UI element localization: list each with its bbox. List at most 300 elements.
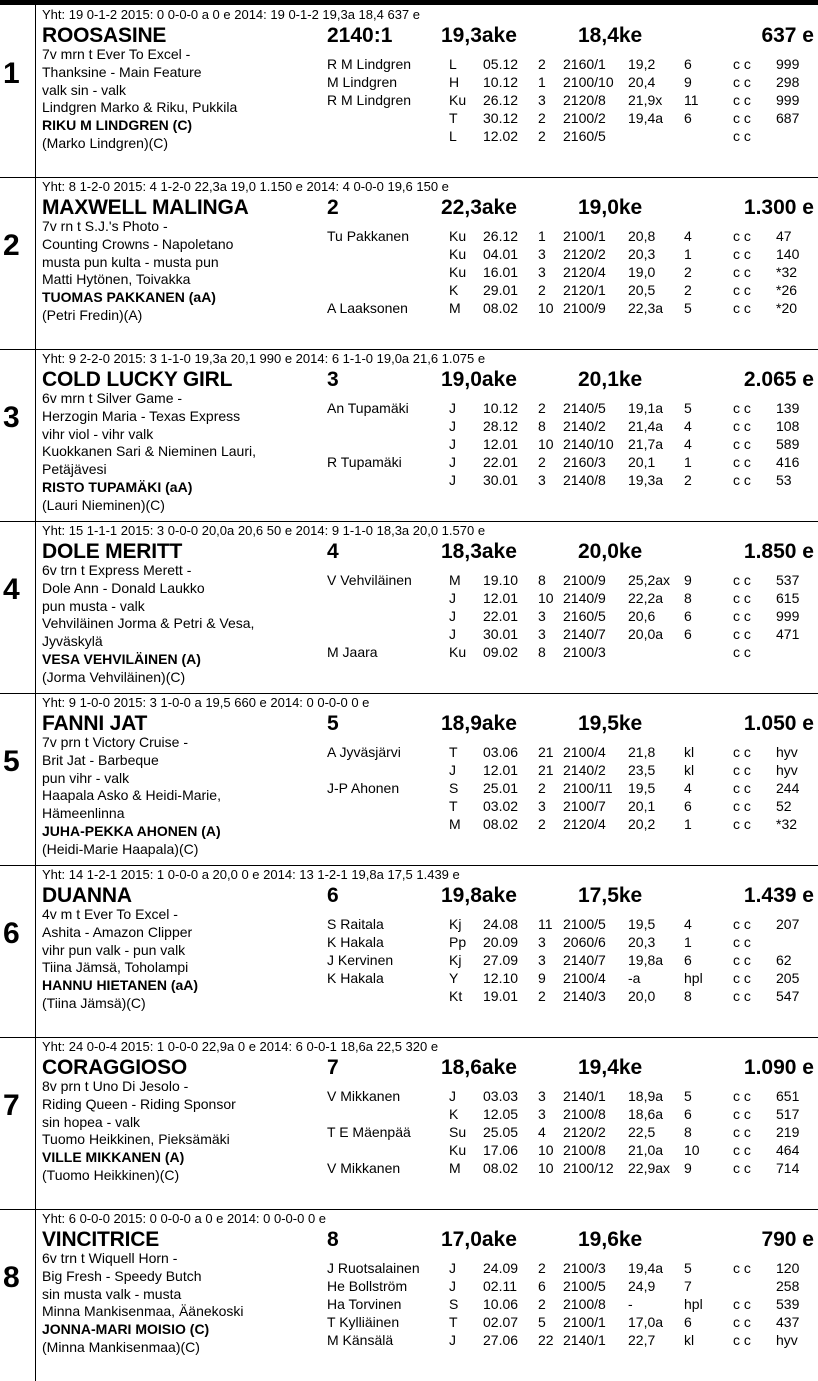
record-volt-start: 20,1ke (578, 368, 643, 391)
race-number: 10 (538, 1142, 554, 1158)
odds-value: 258 (776, 1278, 800, 1294)
km-time: -a (628, 970, 641, 986)
prize-money: 637 e (761, 24, 814, 47)
horse-name: ROOSASINE (42, 24, 167, 47)
shoe-code: c c (733, 816, 751, 832)
track-code: J (449, 608, 456, 624)
distance-track: 2100/1 (563, 1314, 606, 1330)
horse-info-line: 6v trn t Express Merett - (42, 562, 192, 578)
track-code: J (449, 1088, 456, 1104)
driver-name: V Vehviläinen (327, 572, 412, 588)
entry-divider (0, 693, 818, 694)
finish-position: hpl (684, 1296, 703, 1312)
race-date: 10.06 (483, 1296, 519, 1312)
horse-name: MAXWELL MALINGA (42, 196, 249, 219)
race-number: 2 (538, 56, 546, 72)
horse-info-line: 7v prn t Victory Cruise - (42, 734, 189, 750)
race-date: 25.01 (483, 780, 519, 796)
distance-track: 2120/1 (563, 282, 606, 298)
shoe-code: c c (733, 1160, 751, 1176)
start-row (0, 969, 818, 987)
shoe-code: c c (733, 762, 751, 778)
horse-info-line: Jyväskylä (42, 633, 103, 650)
odds-value: 244 (776, 780, 800, 796)
horse-info-line: vihr viol - vihr valk (42, 425, 154, 442)
odds-value: 139 (776, 400, 800, 416)
shoe-code: c c (733, 472, 751, 488)
start-row (0, 417, 818, 435)
finish-position: 4 (684, 780, 692, 796)
start-row (0, 399, 818, 417)
track-code: J (449, 454, 456, 470)
km-time: 23,5 (628, 762, 656, 778)
driver-name: S Raitala (327, 916, 384, 932)
race-number: 10 (538, 1160, 554, 1176)
finish-position: 4 (684, 916, 692, 932)
shoe-code: c c (733, 282, 751, 298)
race-date: 30.12 (483, 110, 519, 126)
start-row (0, 245, 818, 263)
track-code: Ku (449, 264, 467, 280)
driver-name: R M Lindgren (327, 92, 412, 108)
track-code: S (449, 1296, 459, 1312)
career-stats: Yht: 15 1-1-1 2015: 3 0-0-0 20,0a 20,6 50 e 2014: 9 1-1-0 18,3a 20,0 1.570 e (42, 523, 486, 538)
race-date: 12.02 (483, 128, 519, 144)
race-number: 2 (538, 780, 546, 796)
km-time: 19,5 (628, 780, 656, 796)
prize-money: 1.439 e (743, 884, 814, 907)
odds-value: 539 (776, 1296, 800, 1312)
distance-track: 2120/2 (563, 246, 606, 262)
record-auto-start: 18,3ake (441, 540, 517, 563)
distance-track: 2140/10 (563, 436, 614, 452)
km-time: 19,4a (628, 110, 664, 126)
finish-position: 8 (684, 988, 692, 1004)
odds-value: 416 (776, 454, 800, 470)
race-date: 04.01 (483, 246, 519, 262)
race-date: 08.02 (483, 816, 519, 832)
horse-info-line: sin musta valk - musta (42, 1285, 182, 1302)
race-date: 12.10 (483, 970, 519, 986)
start-row (0, 1159, 818, 1177)
odds-value: 52 (776, 798, 792, 814)
finish-position: 6 (684, 110, 692, 126)
track-code: M (449, 300, 461, 316)
horse-info-line: vihr pun valk - pun valk (42, 941, 186, 958)
odds-value: 437 (776, 1314, 800, 1330)
prize-money: 790 e (761, 1228, 814, 1251)
odds-value: 589 (776, 436, 800, 452)
odds-value: *32 (776, 816, 798, 832)
record-auto-start: 17,0ake (441, 1228, 517, 1251)
start-row (0, 761, 818, 779)
distance-track: 2100/1 (563, 228, 606, 244)
shoe-code: c c (733, 916, 751, 932)
horse-info-line: Kuokkanen Sari & Nieminen Lauri, (42, 443, 257, 460)
horse-info-line: Haapala Asko & Heidi-Marie, (42, 787, 221, 804)
km-time: 19,5 (628, 916, 656, 932)
distance-track-number: 6 (327, 884, 339, 907)
distance-track: 2100/10 (563, 74, 614, 90)
finish-position: 9 (684, 74, 692, 90)
distance-track: 2140/2 (563, 418, 606, 434)
horse-entry (0, 1037, 818, 1209)
shoe-code: c c (733, 110, 751, 126)
race-date: 24.08 (483, 916, 519, 932)
horse-info-line: Tuomo Heikkinen, Pieksämäki (42, 1131, 230, 1148)
km-time: 24,9 (628, 1278, 656, 1294)
race-date: 27.06 (483, 1332, 519, 1348)
km-time: 18,6a (628, 1106, 664, 1122)
shoe-code: c c (733, 228, 751, 244)
race-date: 08.02 (483, 1160, 519, 1176)
horse-info-line: Tiina Jämsä, Toholampi (42, 959, 189, 976)
shoe-code: c c (733, 934, 751, 950)
driver-name: R M Lindgren (327, 56, 412, 72)
race-number: 3 (538, 1106, 546, 1122)
distance-track: 2140/8 (563, 472, 606, 488)
driver-line: VILLE MIKKANEN (A) (42, 1149, 185, 1166)
track-code: M (449, 1160, 461, 1176)
distance-track: 2160/1 (563, 56, 606, 72)
finish-position: 2 (684, 282, 692, 298)
record-auto-start: 22,3ake (441, 196, 517, 219)
start-row (0, 1105, 818, 1123)
driver-name: T E Mäenpää (327, 1124, 411, 1140)
race-number: 10 (538, 436, 554, 452)
track-code: J (449, 1332, 456, 1348)
track-code: Kj (449, 916, 462, 932)
distance-track: 2100/11 (563, 780, 613, 796)
distance-track: 2140/5 (563, 400, 606, 416)
finish-position: 4 (684, 436, 692, 452)
driver-name: K Hakala (327, 970, 384, 986)
km-time: 22,9ax (628, 1160, 671, 1176)
track-code: T (449, 744, 458, 760)
shoe-code: c c (733, 92, 751, 108)
start-row (0, 643, 818, 661)
track-code: Ku (449, 1142, 467, 1158)
driver-name: M Känsälä (327, 1332, 394, 1348)
race-date: 12.05 (483, 1106, 519, 1122)
distance-track: 2140/1 (563, 1088, 606, 1104)
race-number: 21 (538, 744, 554, 760)
record-volt-start: 18,4ke (578, 24, 643, 47)
km-time: 20,1 (628, 798, 656, 814)
km-time: 22,3a (628, 300, 664, 316)
shoe-code: c c (733, 400, 751, 416)
race-date: 27.09 (483, 952, 519, 968)
distance-track: 2100/4 (563, 970, 606, 986)
race-date: 25.05 (483, 1124, 519, 1140)
race-number: 11 (538, 916, 553, 932)
track-code: J (449, 1278, 456, 1294)
odds-value: 219 (776, 1124, 800, 1140)
horse-info-line: pun musta - valk (42, 597, 145, 614)
shoe-code: c c (733, 798, 751, 814)
track-code: L (449, 128, 457, 144)
odds-value: 53 (776, 472, 792, 488)
distance-track: 2120/4 (563, 816, 606, 832)
shoe-code: c c (733, 644, 751, 660)
distance-track: 2100/4 (563, 744, 606, 760)
finish-position: 7 (684, 1278, 692, 1294)
distance-track-number: 3 (327, 368, 339, 391)
entry-divider (0, 349, 818, 350)
horse-info-line: Lindgren Marko & Riku, Pukkila (42, 99, 238, 116)
distance-track: 2140/7 (563, 626, 606, 642)
record-volt-start: 19,0ke (578, 196, 643, 219)
start-row (0, 1313, 818, 1331)
odds-value: 120 (776, 1260, 800, 1276)
shoe-code: c c (733, 300, 751, 316)
km-time: 21,7a (628, 436, 664, 452)
start-row (0, 1141, 818, 1159)
horse-entry (0, 521, 818, 693)
race-number: 2 (538, 1260, 546, 1276)
track-code: L (449, 56, 457, 72)
race-number: 3 (538, 798, 546, 814)
race-number: 3 (538, 952, 546, 968)
distance-track: 2140/2 (563, 762, 606, 778)
horse-name: COLD LUCKY GIRL (42, 368, 233, 391)
odds-value: hyv (776, 1332, 798, 1348)
track-code: Ku (449, 246, 467, 262)
finish-position: 5 (684, 1088, 692, 1104)
race-date: 03.06 (483, 744, 519, 760)
finish-position: 9 (684, 1160, 692, 1176)
track-code: Su (449, 1124, 467, 1140)
finish-position: 8 (684, 1124, 692, 1140)
horse-info-line: (Petri Fredin)(A) (42, 307, 143, 323)
driver-line: VESA VEHVILÄINEN (A) (42, 651, 201, 667)
km-time: 21,0a (628, 1142, 664, 1158)
shoe-code: c c (733, 1124, 751, 1140)
distance-track: 2100/5 (563, 916, 606, 932)
km-time: 19,1a (628, 400, 664, 416)
start-number: 5 (3, 745, 20, 778)
record-auto-start: 19,8ake (441, 884, 517, 907)
horse-info-line: pun vihr - valk (42, 769, 130, 786)
track-code: K (449, 1106, 459, 1122)
race-number: 2 (538, 110, 546, 126)
finish-position: 5 (684, 1260, 692, 1276)
shoe-code: c c (733, 264, 751, 280)
start-row (0, 127, 818, 145)
race-date: 08.02 (483, 300, 519, 316)
distance-track: 2160/5 (563, 128, 606, 144)
race-date: 24.09 (483, 1260, 519, 1276)
odds-value: 999 (776, 56, 800, 72)
career-stats: Yht: 24 0-0-4 2015: 1 0-0-0 22,9a 0 e 2014: 6 0-0-1 18,6a 22,5 320 e (42, 1039, 439, 1054)
horse-name: FANNI JAT (42, 712, 148, 735)
distance-track-number: 5 (327, 712, 339, 735)
horse-info-line: sin hopea - valk (42, 1113, 141, 1130)
start-row (0, 1087, 818, 1105)
finish-position: 1 (684, 246, 692, 262)
horse-info-line: Petäjävesi (42, 461, 107, 478)
shoe-code: c c (733, 1296, 751, 1312)
shoe-code: c c (733, 1088, 751, 1104)
race-number: 2 (538, 454, 546, 470)
race-date: 19.10 (483, 572, 519, 588)
race-date: 26.12 (483, 228, 519, 244)
shoe-code: c c (733, 128, 751, 144)
record-volt-start: 19,5ke (578, 712, 643, 735)
track-code: J (449, 626, 456, 642)
entry-divider (0, 1209, 818, 1210)
race-number: 10 (538, 590, 554, 606)
prize-money: 1.090 e (743, 1056, 814, 1079)
prize-money: 1.850 e (743, 540, 814, 563)
distance-track-number: 2 (327, 196, 339, 219)
start-row (0, 915, 818, 933)
race-number: 2 (538, 816, 546, 832)
finish-position: 6 (684, 626, 692, 642)
shoe-code: c c (733, 56, 751, 72)
driver-line: TUOMAS PAKKANEN (aA) (42, 289, 216, 306)
finish-position: 6 (684, 56, 692, 72)
km-time: 21,8 (628, 744, 656, 760)
track-code: J (449, 418, 456, 434)
race-date: 17.06 (483, 1142, 519, 1158)
race-number: 8 (538, 644, 546, 660)
distance-track: 2140/9 (563, 590, 606, 606)
shoe-code: c c (733, 1332, 751, 1348)
shoe-code: c c (733, 988, 751, 1004)
odds-value: 140 (776, 246, 800, 262)
horse-info-line: Thanksine - Main Feature (42, 63, 202, 80)
finish-position: kl (684, 1332, 695, 1348)
distance-track: 2100/9 (563, 300, 606, 316)
start-number: 7 (3, 1089, 20, 1122)
finish-position: 6 (684, 798, 692, 814)
horse-name: DOLE MERITT (42, 540, 183, 563)
record-auto-start: 18,9ake (441, 712, 517, 735)
odds-value: 547 (776, 988, 800, 1004)
start-row (0, 779, 818, 797)
horse-entry (0, 865, 818, 1037)
record-volt-start: 19,4ke (578, 1056, 643, 1079)
race-date: 22.01 (483, 608, 519, 624)
horse-info-line: (Jorma Vehviläinen)(C) (42, 668, 186, 685)
km-time: 20,6 (628, 608, 656, 624)
start-row (0, 571, 818, 589)
km-time: - (628, 1296, 633, 1312)
race-number: 3 (538, 626, 546, 642)
horse-info-line: valk sin - valk (42, 81, 127, 98)
shoe-code: c c (733, 418, 751, 434)
race-number: 2 (538, 282, 546, 298)
odds-value: 537 (776, 572, 800, 588)
distance-track: 2100/9 (563, 572, 606, 588)
driver-name: V Mikkanen (327, 1160, 401, 1176)
distance-track: 2060/6 (563, 934, 606, 950)
track-code: J (449, 400, 456, 416)
race-number: 3 (538, 934, 546, 950)
horse-info-line: 7v mrn t Ever To Excel - (42, 46, 191, 62)
finish-position: 6 (684, 1106, 692, 1122)
km-time: 22,2a (628, 590, 664, 606)
odds-value: 651 (776, 1088, 800, 1104)
race-date: 12.01 (483, 590, 519, 606)
horse-info-line: 6v trn t Wiquell Horn - (42, 1250, 178, 1266)
horse-info-line: (Tuomo Heikkinen)(C) (42, 1167, 180, 1183)
odds-value: 471 (776, 626, 800, 642)
track-code: Kj (449, 952, 462, 968)
km-time: 20,3 (628, 934, 656, 950)
race-date: 30.01 (483, 472, 519, 488)
race-number: 1 (538, 228, 546, 244)
start-row (0, 625, 818, 643)
race-number: 10 (538, 300, 554, 316)
start-row (0, 435, 818, 453)
odds-value: hyv (776, 762, 798, 778)
track-code: S (449, 780, 459, 796)
race-number: 3 (538, 246, 546, 262)
driver-name: An Tupamäki (327, 400, 409, 416)
finish-position: kl (684, 744, 695, 760)
start-row (0, 281, 818, 299)
driver-line: JONNA-MARI MOISIO (C) (42, 1321, 210, 1338)
finish-position: 5 (684, 400, 692, 416)
odds-value: 687 (776, 110, 800, 126)
race-date: 12.01 (483, 762, 519, 778)
shoe-code: c c (733, 246, 751, 262)
shoe-code: c c (733, 74, 751, 90)
km-time: 20,2 (628, 816, 656, 832)
race-number: 5 (538, 1314, 546, 1330)
track-code: T (449, 1314, 458, 1330)
finish-position: 1 (684, 934, 692, 950)
horse-name: DUANNA (42, 884, 132, 907)
distance-track: 2140/1 (563, 1332, 606, 1348)
distance-track: 2120/4 (563, 264, 606, 280)
shoe-code: c c (733, 626, 751, 642)
distance-track: 2100/5 (563, 1278, 606, 1294)
race-date: 10.12 (483, 400, 519, 416)
track-code: Ku (449, 228, 467, 244)
horse-entry (0, 1209, 818, 1381)
start-row (0, 743, 818, 761)
horse-entry (0, 693, 818, 865)
distance-track: 2120/8 (563, 92, 606, 108)
entry-divider (0, 865, 818, 866)
shoe-code: c c (733, 572, 751, 588)
race-date: 10.12 (483, 74, 519, 90)
finish-position: 5 (684, 300, 692, 316)
entry-divider (0, 177, 818, 178)
start-row (0, 1331, 818, 1349)
km-time: 19,4a (628, 1260, 664, 1276)
horse-name: CORAGGIOSO (42, 1056, 188, 1079)
distance-track: 2100/2 (563, 110, 606, 126)
prize-money: 2.065 e (743, 368, 814, 391)
odds-value: hyv (776, 744, 798, 760)
horse-info-line: (Minna Mankisenmaa)(C) (42, 1339, 200, 1355)
race-number: 4 (538, 1124, 546, 1140)
race-number: 3 (538, 264, 546, 280)
odds-value: *32 (776, 264, 798, 280)
start-row (0, 1295, 818, 1313)
track-code: H (449, 74, 460, 90)
race-date: 03.02 (483, 798, 519, 814)
race-number: 3 (538, 608, 546, 624)
track-code: Ku (449, 644, 467, 660)
driver-line: HANNU HIETANEN (aA) (42, 977, 199, 994)
distance-track-number: 8 (327, 1228, 339, 1251)
career-stats: Yht: 19 0-1-2 2015: 0 0-0-0 a 0 e 2014: 19 0-1-2 19,3a 18,4 637 e (42, 7, 421, 22)
